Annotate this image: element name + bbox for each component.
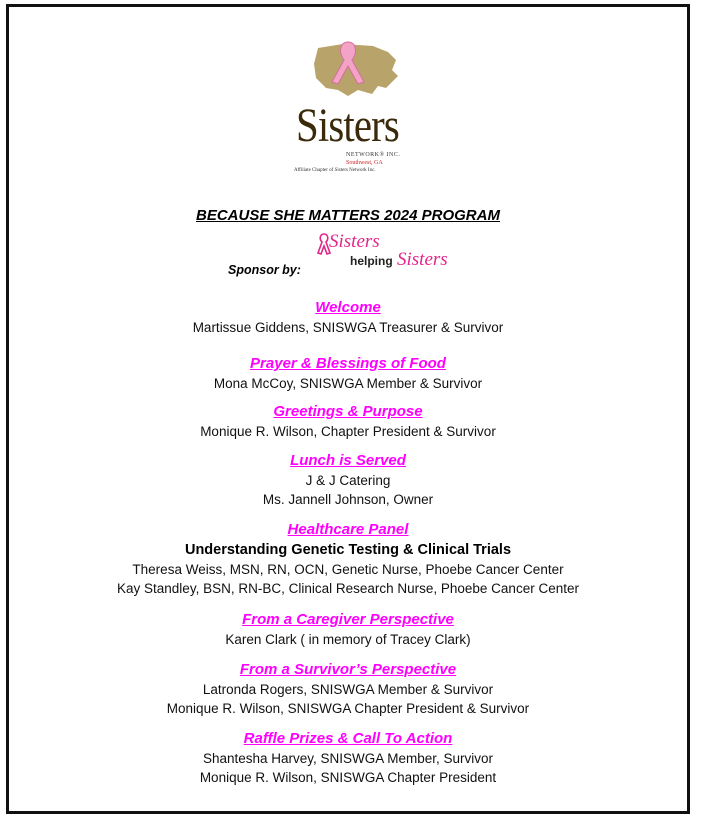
section-raffle	[0, 729, 696, 787]
sisters-helping-sisters-logo	[317, 231, 467, 275]
logo-network-text: NETWORK® INC.	[346, 152, 401, 158]
section-healthcare-panel	[0, 520, 696, 598]
section-line: Theresa Weiss, MSN, RN, OCN, Genetic Nurse, Phoebe Cancer Center	[132, 562, 564, 577]
section-title: From a Caregiver Perspective	[242, 611, 454, 628]
section-line: Monique R. Wilson, SNISWGA Chapter President & Survivor	[166, 701, 530, 716]
section-prayer	[0, 354, 696, 393]
section-survivor	[0, 660, 696, 718]
section-title: From a Survivor’s Perspective	[239, 661, 457, 678]
section-caregiver	[0, 610, 696, 649]
section-title: Healthcare Panel	[287, 521, 409, 538]
section-greetings	[0, 402, 696, 441]
sponsor-label: Sponsor by:	[228, 263, 301, 277]
section-title: Raffle Prizes & Call To Action	[243, 730, 453, 747]
section-title: Greetings & Purpose	[273, 403, 423, 420]
section-welcome	[0, 298, 696, 337]
section-line: Monique R. Wilson, SNISWGA Chapter President	[199, 770, 497, 785]
logo-affiliate-text: Affiliate Chapter of Sisters Network Inc.	[294, 168, 376, 173]
logo-city-text: Southwest, GA	[346, 160, 383, 166]
section-line: Mona McCoy, SNISWGA Member & Survivor	[213, 376, 483, 391]
section-title: Lunch is Served	[290, 452, 406, 469]
section-line: Shantesha Harvey, SNISWGA Member, Survivor	[202, 751, 494, 766]
sisters-network-logo	[288, 38, 408, 178]
section-title: Welcome	[315, 299, 381, 316]
section-line: Kay Standley, BSN, RN-BC, Clinical Research Nurse, Phoebe Cancer Center	[117, 581, 579, 596]
section-line: Karen Clark ( in memory of Tracey Clark)	[225, 632, 471, 647]
section-title: Prayer & Blessings of Food	[250, 355, 446, 372]
section-line: Latronda Rogers, SNISWGA Member & Survivor	[202, 682, 494, 697]
section-line: J & J Catering	[305, 473, 391, 488]
section-subtitle: Understanding Genetic Testing & Clinical Trials	[184, 542, 512, 558]
section-lunch	[0, 451, 696, 509]
section-line: Martissue Giddens, SNISWGA Treasurer & Survivor	[192, 320, 504, 335]
logo-wordmark: Sisters	[296, 99, 399, 152]
program-title: BECAUSE SHE MATTERS 2024 PROGRAM	[196, 207, 500, 224]
shs-logo-word-2: Sisters	[397, 249, 448, 270]
section-line: Monique R. Wilson, Chapter President & Survivor	[200, 424, 496, 439]
section-line: Ms. Jannell Johnson, Owner	[262, 492, 434, 507]
shs-logo-word-1: Sisters	[329, 231, 380, 252]
shs-logo-helping: helping	[350, 254, 393, 268]
